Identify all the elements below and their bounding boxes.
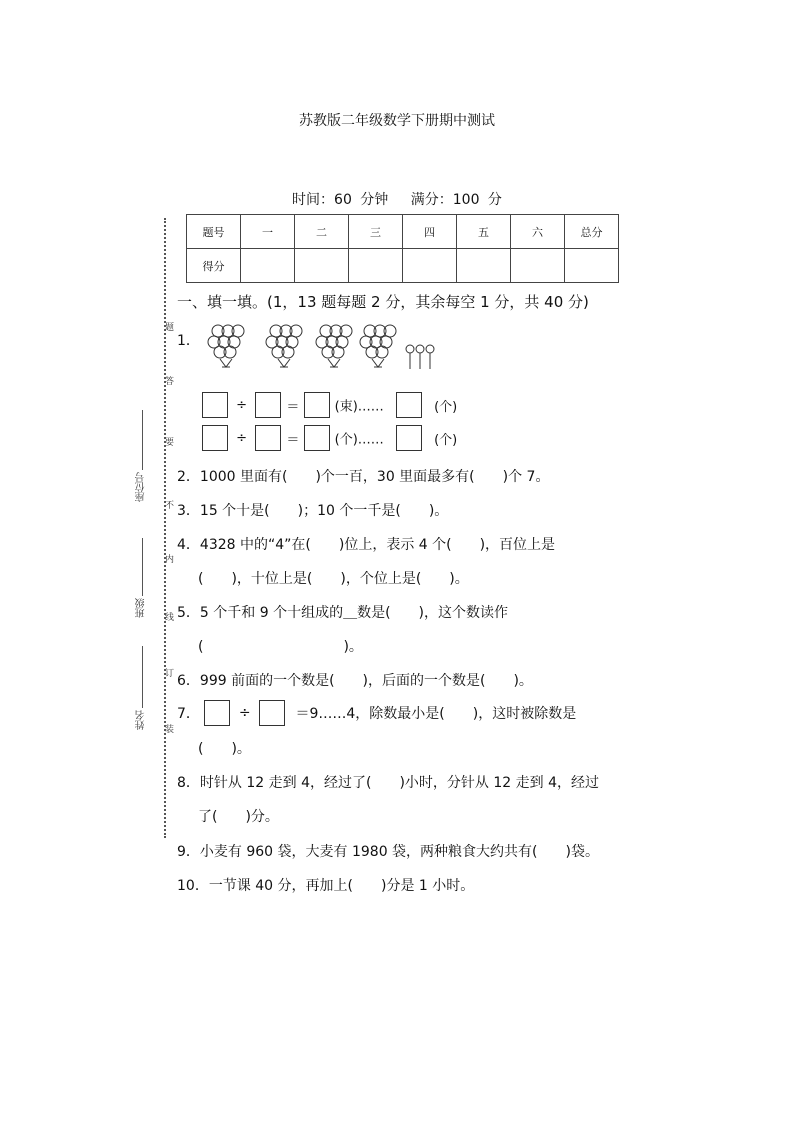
question-8-continued: 了( )分。 [198, 809, 279, 825]
score-cell[interactable] [241, 249, 295, 283]
score-table-col: 三 [349, 215, 403, 249]
score-cell[interactable] [511, 249, 565, 283]
binding-char: 不 [163, 500, 173, 509]
question-4-continued: ( )，十位上是( )，个位上是( )。 [198, 571, 469, 587]
answer-box[interactable] [304, 425, 330, 451]
question-8: 8．时针从 12 走到 4，经过了( )小时，分针从 12 走到 4，经过 [177, 775, 599, 791]
question-5: 5．5 个千和 9 个十组成的＿数是( )，这个数读作 [177, 605, 508, 621]
equals-sign: ＝ [286, 432, 300, 448]
question-3: 3．15 个十是( )；10 个一千是( )。 [177, 503, 449, 519]
question-10: 10．一节课 40 分，再加上( )分是 1 小时。 [177, 878, 475, 894]
divide-sign: ÷ [236, 397, 248, 413]
score-table-col: 总分 [565, 215, 619, 249]
unit-label: (个) [434, 432, 458, 448]
bouquet-icon [208, 325, 244, 367]
answer-box[interactable] [255, 425, 281, 451]
equals-sign: ＝ [286, 399, 300, 415]
binding-char: 内 [163, 554, 173, 563]
binding-char: 订 [163, 668, 173, 677]
question-7 [177, 700, 576, 726]
score-table-col: 四 [403, 215, 457, 249]
score-cell[interactable] [565, 249, 619, 283]
bouquet-icon [266, 325, 302, 367]
answer-box[interactable] [304, 392, 330, 418]
answer-box[interactable] [396, 425, 422, 451]
answer-box[interactable] [255, 392, 281, 418]
score-table-col: 六 [511, 215, 565, 249]
answer-box[interactable] [202, 425, 228, 451]
binding-char: 线 [163, 612, 173, 621]
question-2: 2．1000 里面有( )个一百，30 里面最多有( )个 7。 [177, 469, 550, 485]
name-label: 姓名 [136, 710, 147, 730]
name-line[interactable] [142, 646, 143, 708]
score-table-col: 一 [241, 215, 295, 249]
divide-sign: ÷ [238, 705, 251, 721]
question-6: 6．999 前面的一个数是( )，后面的一个数是( )。 [177, 673, 533, 689]
question-4: 4．4328 中的“4”在( )位上，表示 4 个( )，百位上是 [177, 537, 556, 553]
bouquet-icon [316, 325, 352, 367]
answer-box[interactable] [396, 392, 422, 418]
divide-sign: ÷ [236, 430, 248, 446]
question-number: 7． [177, 706, 200, 722]
q1-equation-row-2 [202, 425, 457, 451]
question-5-continued: ( )。 [198, 639, 363, 655]
seat-number-label: 座位号 [136, 472, 147, 502]
unit-label: (个) [434, 399, 458, 415]
score-table-score-row [187, 249, 619, 283]
unit-label: (束)…… [334, 399, 384, 415]
binding-dotted-line [164, 218, 166, 838]
score-table [186, 214, 619, 283]
bouquet-icon [360, 325, 396, 367]
score-cell[interactable] [295, 249, 349, 283]
section-heading: 一、填一填。(1，13 题每题 2 分，其余每空 1 分，共 40 分) [177, 293, 589, 311]
score-cell[interactable] [349, 249, 403, 283]
answer-box[interactable] [202, 392, 228, 418]
binding-char: 题 [163, 322, 173, 331]
binding-char: 要 [163, 437, 173, 446]
question-7-text: ＝9……4，除数最小是( )，这时被除数是 [295, 706, 577, 722]
question-7-continued: ( )。 [198, 741, 251, 757]
answer-box[interactable] [204, 700, 230, 726]
score-table-header-row [187, 215, 619, 249]
question-number: 1． [177, 333, 200, 349]
score-cell[interactable] [457, 249, 511, 283]
page-title: 苏教版二年级数学下册期中测试 [299, 113, 495, 129]
score-table-col: 五 [457, 215, 511, 249]
class-label: 班级 [136, 598, 147, 618]
class-line[interactable] [142, 538, 143, 596]
score-table-header-label: 题号 [187, 215, 241, 249]
flower-bouquets-illustration [200, 321, 440, 373]
score-table-col: 二 [295, 215, 349, 249]
score-cell[interactable] [403, 249, 457, 283]
unit-label: (个)…… [334, 432, 384, 448]
q1-equation-row-1 [202, 392, 457, 418]
single-flowers-icon [406, 345, 434, 369]
score-table-row-label: 得分 [187, 249, 241, 283]
exam-info: 时间：60 分钟 满分：100 分 [292, 192, 502, 208]
binding-char: 答 [163, 376, 173, 385]
answer-box[interactable] [259, 700, 285, 726]
binding-char: 装 [163, 724, 173, 733]
seat-number-line[interactable] [142, 410, 143, 470]
question-9: 9．小麦有 960 袋，大麦有 1980 袋，两种粮食大约共有( )袋。 [177, 844, 599, 860]
